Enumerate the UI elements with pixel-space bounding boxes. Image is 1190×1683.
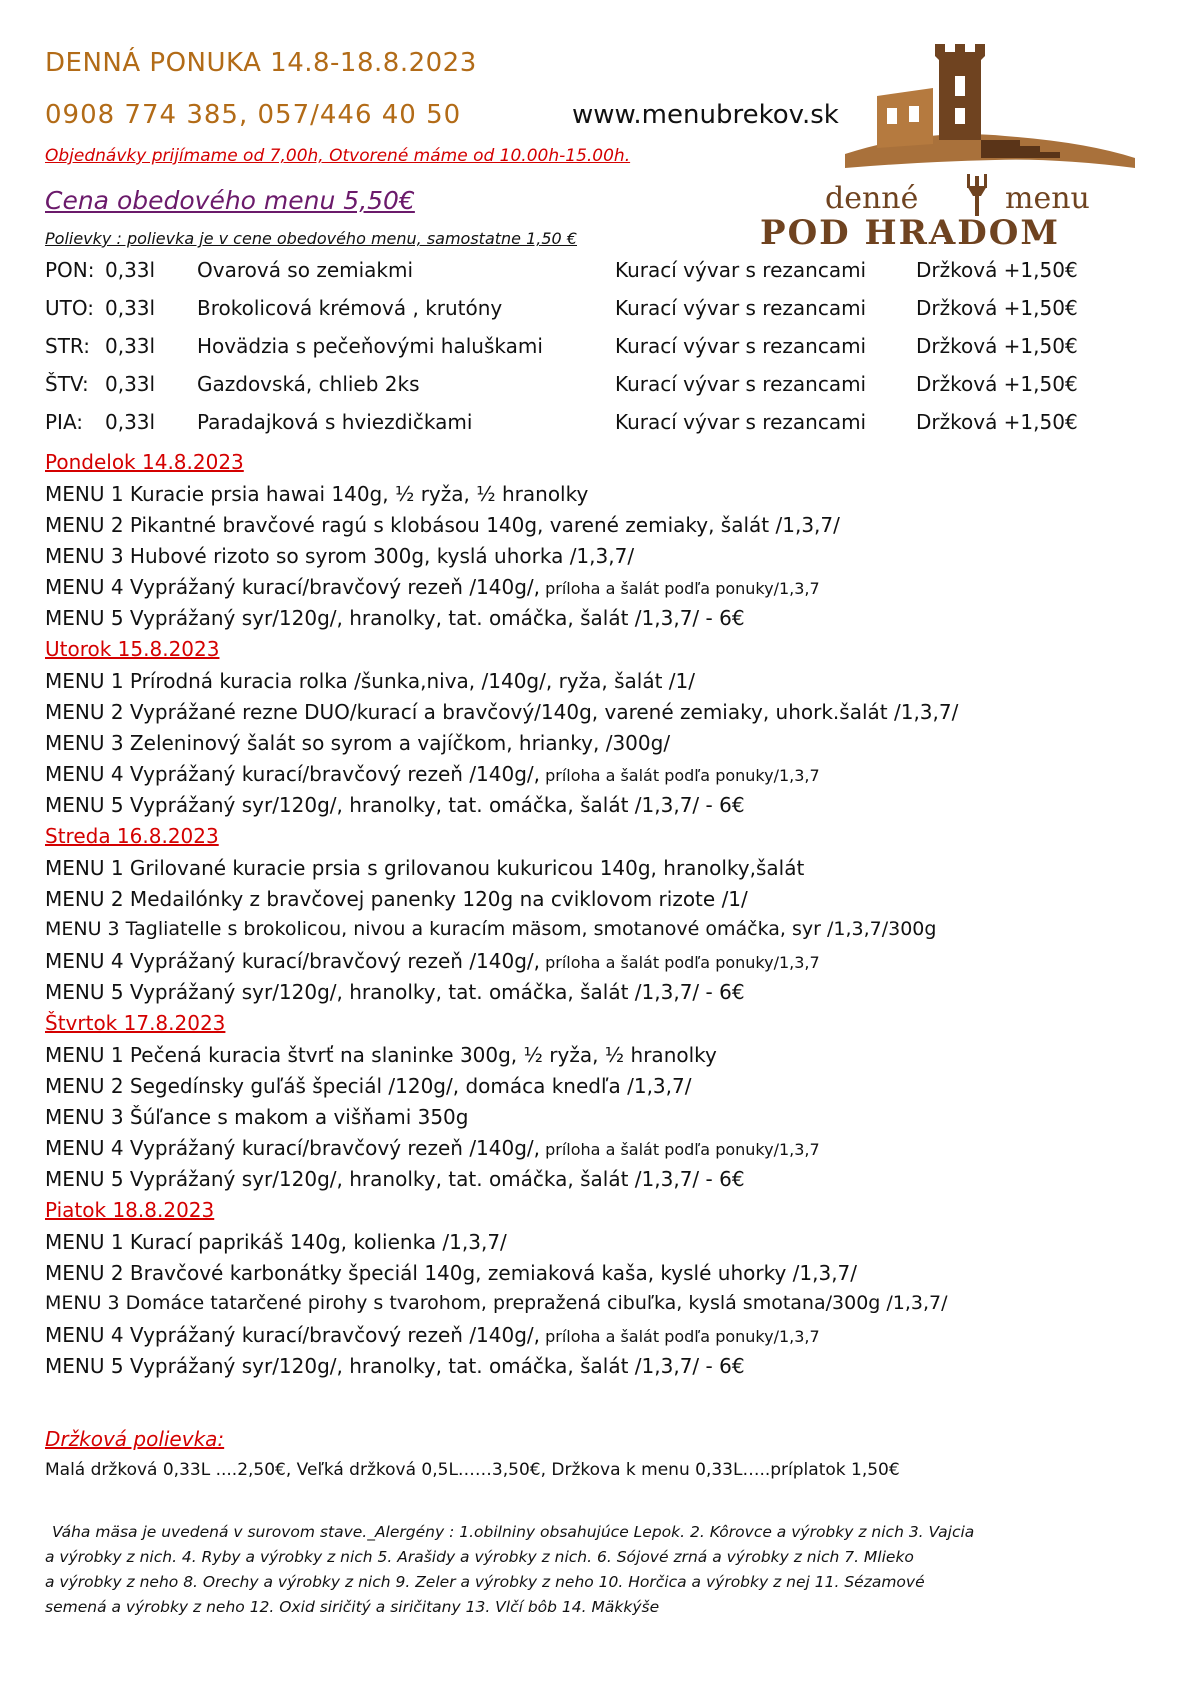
soup-day: STR:: [45, 334, 90, 358]
menu-item: MENU 3 Tagliatelle s brokolicou, nivou a kuracím mäsom, smotanové omáčka, syr /1,3,7/300g: [45, 918, 937, 940]
soup-name: Hovädzia s pečeňovými haluškami: [197, 334, 543, 358]
soup-day: UTO:: [45, 296, 94, 320]
soup-third: Držková +1,50€: [916, 410, 1078, 434]
drzkova-title: Držková polievka:: [45, 1427, 225, 1451]
menu-item: MENU 4 Vyprážaný kurací/bravčový rezeň /140g/, príloha a šalát podľa ponuky/1,3,7: [45, 949, 820, 973]
menu-item: MENU 4 Vyprážaný kurací/bravčový rezeň /140g/, príloha a šalát podľa ponuky/1,3,7: [45, 1136, 820, 1160]
menu-item: MENU 2 Segedínsky guľáš špeciál /120g/, domáca knedľa /1,3,7/: [45, 1074, 692, 1098]
menu-item: MENU 1 Pečená kuracia štvrť na slaninke 300g, ½ ryža, ½ hranolky: [45, 1043, 717, 1067]
menu-item: MENU 1 Grilované kuracie prsia s grilovanou kukuricou 140g, hranolky,šalát: [45, 856, 805, 880]
logo-text-denne: denné: [825, 181, 919, 216]
menu-item: MENU 2 Bravčové karbonátky špeciál 140g, zemiaková kaša, kyslé uhorky /1,3,7/: [45, 1261, 858, 1285]
soup-volume: 0,33l: [105, 296, 156, 320]
menu-item: MENU 5 Vyprážaný syr/120g/, hranolky, tat. omáčka, šalát /1,3,7/ - 6€: [45, 980, 745, 1004]
soup-second: Kurací vývar s rezancami: [615, 410, 867, 434]
allergens-line: a výrobky z neho 8. Orechy a výrobky z nich 9. Zeler a výrobky z neho 10. Horčica a výrobky z nej 11. Sézamové: [45, 1573, 925, 1591]
soup-volume: 0,33l: [105, 258, 156, 282]
soup-volume: 0,33l: [105, 334, 156, 358]
drzkova-prices: Malá držková 0,33L ....2,50€, Veľká držková 0,5L……3,50€, Držkova k menu 0,33L…..príplatok 1,50€: [45, 1460, 900, 1480]
menu-item: MENU 4 Vyprážaný kurací/bravčový rezeň /140g/, príloha a šalát podľa ponuky/1,3,7: [45, 762, 820, 786]
soup-day: PON:: [45, 258, 95, 282]
menu-item: MENU 1 Prírodná kuracia rolka /šunka,niva, /140g/, ryža, šalát /1/: [45, 669, 695, 693]
allergens-line: semená a výrobky z neho 12. Oxid siričitý a siričitany 13. Vlčí bôb 14. Mäkkýše: [45, 1598, 660, 1616]
soup-second: Kurací vývar s rezancami: [615, 334, 867, 358]
phone-numbers: 0908 774 385, 057/446 40 50: [45, 100, 462, 130]
soup-third: Držková +1,50€: [916, 296, 1078, 320]
menu-price: Cena obedového menu 5,50€: [45, 186, 415, 215]
soup-volume: 0,33l: [105, 372, 156, 396]
soup-third: Držková +1,50€: [916, 258, 1078, 282]
allergens-line: Váha mäsa je uvedená v surovom stave._Alergény : 1.obilniny obsahujúce Lepok. 2. Kôrovce a výrobky z nich 3. Vajcia: [52, 1523, 975, 1541]
day-heading-monday: Pondelok 14.8.2023: [45, 450, 244, 474]
soup-name: Ovarová so zemiakmi: [197, 258, 414, 282]
soup-second: Kurací vývar s rezancami: [615, 372, 867, 396]
menu-item: MENU 3 Šúľance s makom a višňami 350g: [45, 1105, 469, 1129]
soup-day: ŠTV:: [45, 372, 89, 396]
menu-item: MENU 4 Vyprážaný kurací/bravčový rezeň /140g/, príloha a šalát podľa ponuky/1,3,7: [45, 1323, 820, 1347]
soup-note: Polievky : polievka je v cene obedového menu, samostatne 1,50 €: [45, 229, 577, 248]
menu-item: MENU 3 Hubové rizoto so syrom 300g, kyslá uhorka /1,3,7/: [45, 544, 635, 568]
soup-name: Gazdovská, chlieb 2ks: [197, 372, 420, 396]
soup-second: Kurací vývar s rezancami: [615, 258, 867, 282]
menu-item: MENU 3 Domáce tatarčené pirohy s tvarohom, prepražená cibuľka, kyslá smotana/300g /1,3,7/: [45, 1292, 948, 1314]
menu-item: MENU 1 Kurací paprikáš 140g, kolienka /1,3,7/: [45, 1230, 507, 1254]
website-link[interactable]: www.menubrekov.sk: [572, 100, 839, 130]
page-title: DENNÁ PONUKA 14.8-18.8.2023: [45, 48, 477, 78]
day-heading-thursday: Štvrtok 17.8.2023: [45, 1011, 226, 1035]
opening-hours: Objednávky prijímame od 7,00h, Otvorené máme od 10.00h-15.00h.: [45, 146, 631, 166]
menu-item: MENU 5 Vyprážaný syr/120g/, hranolky, tat. omáčka, šalát /1,3,7/ - 6€: [45, 793, 745, 817]
menu-item: MENU 2 Medailónky z bravčovej panenky 120g na cviklovom rizote /1/: [45, 887, 748, 911]
allergens-line: a výrobky z nich. 4. Ryby a výrobky z nich 5. Arašidy a výrobky z nich. 6. Sójové zrná a výrobky z nich 7. Mlieko: [45, 1548, 914, 1566]
menu-item: MENU 4 Vyprážaný kurací/bravčový rezeň /140g/, príloha a šalát podľa ponuky/1,3,7: [45, 575, 820, 599]
day-heading-tuesday: Utorok 15.8.2023: [45, 637, 220, 661]
day-heading-friday: Piatok 18.8.2023: [45, 1198, 215, 1222]
menu-item: MENU 5 Vyprážaný syr/120g/, hranolky, tat. omáčka, šalát /1,3,7/ - 6€: [45, 1354, 745, 1378]
soup-second: Kurací vývar s rezancami: [615, 296, 867, 320]
menu-item: MENU 5 Vyprážaný syr/120g/, hranolky, tat. omáčka, šalát /1,3,7/ - 6€: [45, 1167, 745, 1191]
soup-name: Brokolicová krémová , krutóny: [197, 296, 503, 320]
day-heading-wednesday: Streda 16.8.2023: [45, 824, 219, 848]
menu-item: MENU 5 Vyprážaný syr/120g/, hranolky, tat. omáčka, šalát /1,3,7/ - 6€: [45, 606, 745, 630]
castle-icon: [845, 44, 1135, 168]
soup-name: Paradajková s hviezdičkami: [197, 410, 473, 434]
menu-item: MENU 2 Vyprážané rezne DUO/kurací a bravčový/140g, varené zemiaky, uhork.šalát /1,3,7/: [45, 700, 959, 724]
menu-item: MENU 2 Pikantné bravčové ragú s klobásou 140g, varené zemiaky, šalát /1,3,7/: [45, 513, 840, 537]
soup-volume: 0,33l: [105, 410, 156, 434]
soup-third: Držková +1,50€: [916, 372, 1078, 396]
soup-day: PIA:: [45, 410, 84, 434]
pod-hradom-logo: [760, 36, 1165, 253]
logo-text-menu: menu: [1005, 181, 1090, 216]
menu-item: MENU 1 Kuracie prsia hawai 140g, ½ ryža, ½ hranolky: [45, 482, 589, 506]
menu-item: MENU 3 Zeleninový šalát so syrom a vajíčkom, hrianky, /300g/: [45, 731, 671, 755]
soup-third: Držková +1,50€: [916, 334, 1078, 358]
logo-text-pod-hradom: POD HRADOM: [760, 213, 1061, 253]
cutlery-icon: [967, 174, 987, 216]
